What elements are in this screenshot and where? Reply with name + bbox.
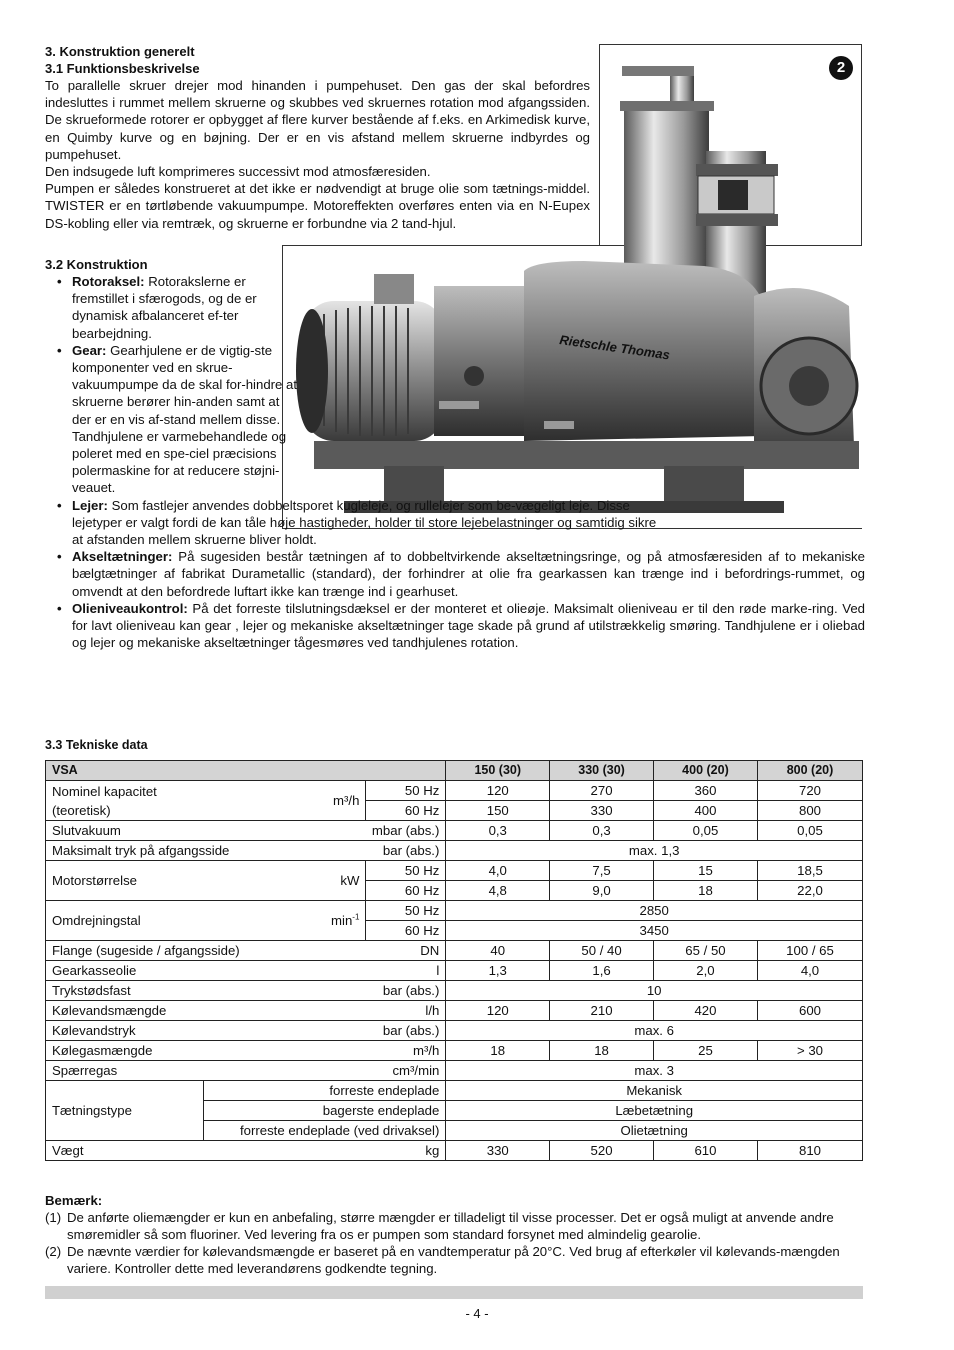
table-cell: 0,05 [757,821,862,841]
freq-cell: 60 Hz [366,881,446,901]
row-label: Nominel kapacitet (teoretisk) [46,781,204,821]
table-cell: 40 [446,941,550,961]
footer-bar [45,1286,863,1299]
remark-number: (2) [45,1244,62,1259]
table-row [46,861,863,881]
table-cell: max. 3 [446,1061,863,1081]
table-cell: 10 [446,981,863,1001]
table-row [46,1001,863,1021]
table-cell: 3450 [446,921,863,941]
table-cell: 18 [653,881,757,901]
table-row [46,1081,863,1101]
table-cell: max. 1,3 [446,841,863,861]
table-cell: 18,5 [757,861,862,881]
freq-cell: 60 Hz [366,921,446,941]
table-cell: 420 [653,1001,757,1021]
table-cell: 18 [550,1041,654,1061]
item-text: Som fastlejer anvendes dobbeltsporet kugleleje, og rullelejer som be-vægeligt leje. Disse lejetyper er valgt fordi de kan tåle høje hastigheder, holder til store lejebelastninger og samtidig sikre at afstanden mellem skruerne bliver holdt. [72,497,657,548]
freq-cell: 50 Hz [366,901,446,921]
row-label: Spærregas [46,1061,366,1081]
subsection-title: 3.2 Konstruktion [45,257,148,272]
table-cell: 810 [757,1141,862,1161]
list-item: • Lejer: Som fastlejer anvendes dobbeltsporet kugleleje, og rullelejer som be-vægeligt leje. Disse lejetyper er valgt fordi de kan tåle høje hastigheder, holder til store lejebelastninger og samtidig sikre at afstanden mellem skruerne bliver holdt. [57,497,657,548]
table-cell: 100 / 65 [757,941,862,961]
table-cell: 4,8 [446,881,550,901]
list-item: • Rotoraksel: Rotorakslerne er fremstillet i sfærogods, og de er dynamisk afbalanceret ef-ter bearbejdning. [57,274,257,341]
freq-cell: 50 Hz [366,861,446,881]
row-unit: l [366,961,446,981]
row-unit [203,901,366,941]
table-cell: 1,3 [446,961,550,981]
remark-item [45,1209,865,1243]
table-row [46,901,863,921]
item-label: Akseltætninger: [72,549,173,565]
table-row [46,981,863,1001]
row-label: Gearkasseolie [46,961,366,981]
table-cell: 0,3 [446,821,550,841]
row-label: Slutvakuum [46,821,366,841]
row-unit: bar (abs.) [366,841,446,861]
row-unit: DN [366,941,446,961]
table-row [46,1141,863,1161]
row-sublabel: bagerste endeplade [203,1101,446,1121]
row-unit: l/h [366,1001,446,1021]
row-label: Kølevandstryk [46,1021,366,1041]
table-row [46,781,863,801]
table-cell: 4,0 [757,961,862,981]
table-cell: > 30 [757,1041,862,1061]
freq-cell: 60 Hz [366,801,446,821]
item-text: Rotorakslerne er fremstillet i sfærogods, og de er dynamisk afbalanceret ef-ter bearbejdning. [72,274,257,341]
remarks [45,1192,865,1277]
item-label: Gear: [72,342,107,358]
row-label: Trykstødsfast [46,981,366,1001]
table-cell: 0,05 [653,821,757,841]
table-cell: 520 [550,1141,654,1161]
remarks-title: Bemærk: [45,1193,103,1208]
item-text: På det forreste tilslutningsdæksel er der monteret et olieøje. Maksimalt olieniveau er til den røde marke-ring. Ved for lavt olieniveau kan gear , lejer og mekaniske akseltætninger tage skade på grund af utilstrækkelig smøring. Tandhjulene er i oliebad og lejer og mekaniske akseltætninger tågesmøres ved tandhjulenes rotation. [72,600,865,651]
paragraph: Den indsugede luft komprimeres successivt mod atmosfæresiden. [45,164,431,180]
row-label: Tætningstype [46,1081,204,1141]
row-unit: kg [366,1141,446,1161]
table-cell: 330 [550,801,654,821]
table-row [46,1021,863,1041]
unit-exponent: -1 [352,912,360,922]
remark-number: (1) [45,1210,62,1225]
table-cell: 15 [653,861,757,881]
table-cell: max. 6 [446,1021,863,1041]
row-label: Kølevandsmængde [46,1001,366,1021]
section-title: 3. Konstruktion generelt [45,44,195,59]
row-label: Maksimalt tryk på afgangsside [46,841,366,861]
col-header: 330 (30) [550,761,654,781]
table-cell: 120 [446,781,550,801]
row-sublabel: forreste endeplade [203,1081,446,1101]
row-label: Motorstørrelse [46,861,204,901]
col-header: VSA [46,761,446,781]
row-sublabel: forreste endeplade (ved drivaksel) [203,1121,446,1141]
table-cell: 1,6 [550,961,654,981]
unit-text: min [331,913,353,928]
section-construction [45,256,865,651]
table-cell: 50 / 40 [550,941,654,961]
table-row [46,1041,863,1061]
row-unit: m³/h [366,1041,446,1061]
item-text: Gearhjulene er de vigtig-ste komponenter ved en skrue-vakuumpumpe da de skal for-hindre at skruerne berører hin-anden samt at der er en vis af-stand mellem disse. Tandhjulene er varmebehandlede og poleret med en spe-ciel præcisions polermaskine for at reducere støjni-veauet. [72,342,298,496]
table-cell: 400 [653,801,757,821]
item-label: Rotoraksel: [72,274,145,289]
table-row [46,961,863,981]
table-cell: 0,3 [550,821,654,841]
table-cell: Olietætning [446,1121,863,1141]
col-header: 800 (20) [757,761,862,781]
table-cell: 210 [550,1001,654,1021]
row-label: Flange (sugeside / afgangsside) [46,941,366,961]
item-text: På sugesiden består tætningen af to dobbeltvirkende akseltætningsringe, og på atmosfæresiden af to mekaniske bælgtætninger af fabrikat Durametallic (standard), der forhindrer at olie fra gearkassen kan trænge ind i befordrings-rummet, og omvendt at den befordrede luftart ikke kan trænge ind i gearhuset. [72,549,865,599]
table-cell: Mekanisk [446,1081,863,1101]
table-cell: 270 [550,781,654,801]
row-unit: bar (abs.) [366,1021,446,1041]
table-cell: 4,0 [446,861,550,881]
table-cell: 120 [446,1001,550,1021]
table-cell: 720 [757,781,862,801]
table-cell: 7,5 [550,861,654,881]
table-title: 3.3 Tekniske data [45,738,148,752]
subsection-title: 3.1 Funktionsbeskrivelse [45,61,200,76]
row-label: Kølegasmængde [46,1041,366,1061]
table-row [46,941,863,961]
table-cell: 360 [653,781,757,801]
tech-data-table [45,760,863,1161]
paragraph: To parallelle skruer drejer mod hinanden i pumpehuset. Den gas der skal befordres indesluttes i rummet mellem skruerne og skubbes ved skruernes rotation mod afgangssiden. De skrueformede rotorer er opbygget af flere kurver bestående af f.eks. en Arkimedisk kurve, en Quimby kurve og en bøjning. Der er en vis afstand mellem skruerne indbyrdes og pumpehuset. [45,78,590,162]
item-label: Lejer: [72,497,108,513]
table-row [46,821,863,841]
brand-label: Rietschle Thomas [558,332,671,363]
col-header: 400 (20) [653,761,757,781]
table-header-row [46,761,863,781]
table-cell: 150 [446,801,550,821]
page-number: - 4 - [465,1306,489,1321]
freq-cell: 50 Hz [366,781,446,801]
table-cell: 2,0 [653,961,757,981]
figure-number-badge: 2 [829,56,853,80]
list-item: • Gear: Gearhjulene er de vigtig-ste komponenter ved en skrue-vakuumpumpe da de skal for-hindre at skruerne berører hin-anden samt at der er en vis af-stand mellem disse. Tandhjulene er varmebehandlede og poleret med en spe-ciel præcisions polermaskine for at reducere støjni-veauet. [57,342,298,496]
col-header: 150 (30) [446,761,550,781]
table-cell: 22,0 [757,881,862,901]
table-cell: 25 [653,1041,757,1061]
row-label: Omdrejningstal [46,901,204,941]
row-unit: m³/h [203,781,366,821]
table-cell: 2850 [446,901,863,921]
list-item: • Olieniveaukontrol: På det forreste tilslutningsdæksel er der monteret et olieøje. Maksimalt olieniveau er til den røde marke-ring. Ved for lavt olieniveau kan gear , lejer og mekaniske akseltætninger tage skade på grund af utilstrækkelig smøring. Tandhjulene er i oliebad og lejer og mekaniske akseltætninger tågesmøres ved tandhjulenes rotation. [57,600,865,651]
table-cell: 65 / 50 [653,941,757,961]
table-row [46,841,863,861]
list-item: • Akseltætninger: På sugesiden består tætningen af to dobbeltvirkende akseltætningsringe, og på atmosfæresiden af to mekaniske bælgtætninger af fabrikat Durametallic (standard), der forhindrer at olie fra gearkassen kan trænge ind i befordrings-rummet, og omvendt at den befordrede luftart ikke kan trænge ind i gearhuset. [57,549,865,599]
table-row [46,1061,863,1081]
table-cell: 330 [446,1141,550,1161]
remark-text: De anførte oliemængder er kun en anbefaling, større mængder er tilladeligt til visse processer. Det er også muligt at anvende andre smøremidler så som fluoriner. Ved levering fra os er pumpen som standard forsynet med almindelig gearolie. [67,1210,834,1242]
row-unit: cm³/min [366,1061,446,1081]
table-cell: Læbetætning [446,1101,863,1121]
table-cell: 610 [653,1141,757,1161]
row-unit: bar (abs.) [366,981,446,1001]
paragraph: Pumpen er således konstrueret at det ikke er nødvendigt at bruge olie som tætnings-middel. TWISTER er en tørtløbende vakuumpumpe. Motoreffekten overføres enten via en N-Eupex DS-kobling eller via remtræk, og skruerne er forbundne via 2 tand-hjul. [45,181,590,231]
table-cell: 800 [757,801,862,821]
table-cell: 600 [757,1001,862,1021]
table-cell: 9,0 [550,881,654,901]
remark-text: De nævnte værdier for kølevandsmængde er baseret på en vandtemperatur på 20°C. Ved brug af efterkøler vil kølevands-mængden variere. Kontroller dette med leverandørens godkendte tegning. [67,1244,840,1276]
remark-item [45,1243,865,1277]
section-general [45,43,590,232]
table-cell: 18 [446,1041,550,1061]
row-label: Vægt [46,1141,366,1161]
row-unit: mbar (abs.) [366,821,446,841]
row-unit: kW [203,861,366,901]
item-label: Olieniveaukontrol: [72,600,188,616]
